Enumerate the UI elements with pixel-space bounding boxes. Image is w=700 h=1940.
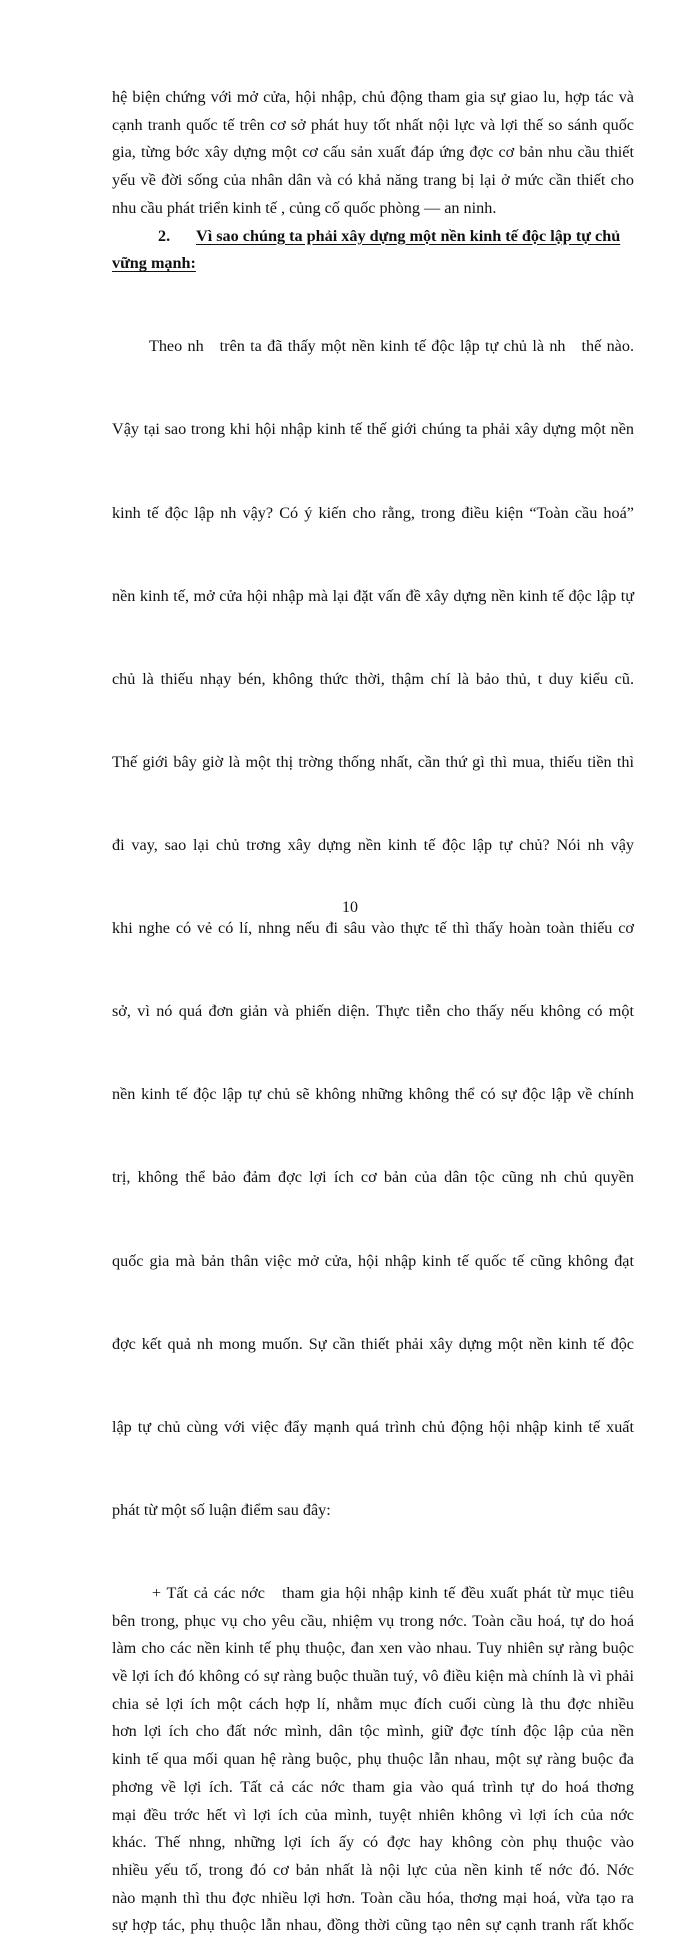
section-title-line2: vững mạnh: [112, 254, 196, 273]
text-line: sở, vì nó quá đơn giản và phiến diện. Thực tiễn cho thấy nếu không có một [112, 1002, 634, 1021]
text-line: sự hợp tác, phụ thuộc lẫn nhau, đồng thời cũng tạo nên sự cạnh tranh rất khốc [112, 1916, 634, 1935]
section-heading [112, 223, 634, 278]
text-line: kinh tế độc lập nh vậy? Có ý kiến cho rằng, trong điều kiện “Toàn cầu hoá” [112, 503, 634, 522]
text-line: về lợi ích đó không có sự ràng buộc thuần tuý, vô điều kiện mà chính là vì phải [112, 1667, 634, 1686]
text-line: cạnh tranh quốc tế trên cơ sở phát huy tốt nhất nội lực và lợi thế so sánh quốc [112, 115, 634, 134]
text-line: nào mạnh thì thu đợc nhiều lợi hơn. Toàn cầu hóa, thơng mại hoá, vừa tạo ra [112, 1888, 634, 1907]
text-line: nhu cầu phát triển kinh tế , củng cố quốc phòng — an ninh. [112, 198, 497, 217]
text-line: lập tự chủ cùng với việc đẩy mạnh quá trình chủ động hội nhập kinh tế xuất [112, 1417, 634, 1436]
text-line: phơng về lợi ích. Tất cả các nớc tham gia vào quá trình tự do hoá thơng [112, 1777, 634, 1796]
text-line: chủ là thiếu nhạy bén, không thức thời, thậm chí là bảo thủ, t duy kiểu cũ. [112, 669, 634, 688]
section-title-line1: Vì sao chúng ta phải xây dựng một nền kinh tế độc lập tự chủ [196, 226, 621, 245]
body-paragraph-2 [112, 1580, 634, 1940]
text-line: mại đều trớc hết vì lợi ích của mình, tuyệt nhiên không vì lợi ích của nớc [112, 1805, 634, 1824]
text-line: bên trong, phục vụ cho yêu cầu, nhiệm vụ trong nớc. Toàn cầu hoá, tự do hoá [112, 1611, 634, 1630]
text-line: đợc kết quả nh mong muốn. Sự cần thiết phải xây dựng một nền kinh tế độc [112, 1334, 634, 1353]
text-line: làm cho các nền kinh tế phụ thuộc, đan xen vào nhau. Tuy nhiên sự ràng buộc [112, 1639, 634, 1658]
text-line: hơn lợi ích cho đất nớc mình, dân tộc mình, giữ đợc tính độc lập của nền [112, 1722, 634, 1741]
text-line: hệ biện chứng với mở cửa, hội nhập, chủ động tham gia sự giao lu, hợp tác và [112, 88, 634, 106]
text-line: gia, từng bớc xây dựng một cơ cấu sản xuất đáp ứng đợc cơ bản nhu cầu thiết [112, 143, 634, 162]
text-line: quốc gia mà bản thân việc mở cửa, hội nhập kinh tế quốc tế cũng không đạt [112, 1251, 634, 1270]
document-page [112, 84, 634, 1940]
text-line: Theo nh trên ta đã thấy một nền kinh tế độc lập tự chủ là nh thế nào. [112, 337, 634, 356]
text-line: khi nghe có vẻ có lí, nhng nếu đi sâu vào thực tế thì thấy hoàn toàn thiếu cơ [112, 919, 634, 938]
text-line: nền kinh tế, mở cửa hội nhập mà lại đặt vấn đề xây dựng nền kinh tế độc lập tự [112, 586, 634, 605]
text-line: kinh tế qua mối quan hệ ràng buộc, phụ thuộc lẫn nhau, một sự ràng buộc đa [112, 1750, 634, 1769]
text-line: khác. Thế nhng, những lợi ích ấy có đợc hay không còn phụ thuộc vào [112, 1833, 634, 1852]
text-line: Vậy tại sao trong khi hội nhập kinh tế thế giới chúng ta phải xây dựng một nền [112, 420, 634, 439]
body-paragraph-1 [112, 278, 634, 1580]
text-line: yếu về đời sống của nhân dân và có khả năng trang bị lại ở mức cần thiết cho [112, 171, 634, 190]
text-line: phát từ một số luận điểm sau đây: [112, 1500, 331, 1519]
section-number: 2. [158, 226, 171, 245]
text-line: + Tất cả các nớc tham gia hội nhập kinh tế đều xuất phát từ mục tiêu [112, 1583, 634, 1602]
text-line: đi vay, sao lại chủ trơng xây dựng nền kinh tế độc lập tự chủ? Nói nh vậy [112, 835, 634, 854]
text-line: trị, không thể bảo đảm đợc lợi ích cơ bản của dân tộc cũng nh chủ quyền [112, 1168, 634, 1187]
text-line: nền kinh tế độc lập tự chủ sẽ không những không thể có sự độc lập về chính [112, 1085, 634, 1104]
text-line: chia sẻ lợi ích một cách hợp lí, nhằm mục đích cuối cùng là thu đợc nhiều [112, 1694, 634, 1713]
text-line: nhiều yếu tố, trong đó cơ bản nhất là nội lực của nền kinh tế nớc đó. Nớc [112, 1861, 634, 1879]
intro-paragraph [112, 84, 634, 223]
text-line: Thế giới bây giờ là một thị trờng thống nhất, cần thứ gì thì mua, thiếu tiền thì [112, 752, 634, 771]
page-number: 10 [342, 899, 358, 916]
